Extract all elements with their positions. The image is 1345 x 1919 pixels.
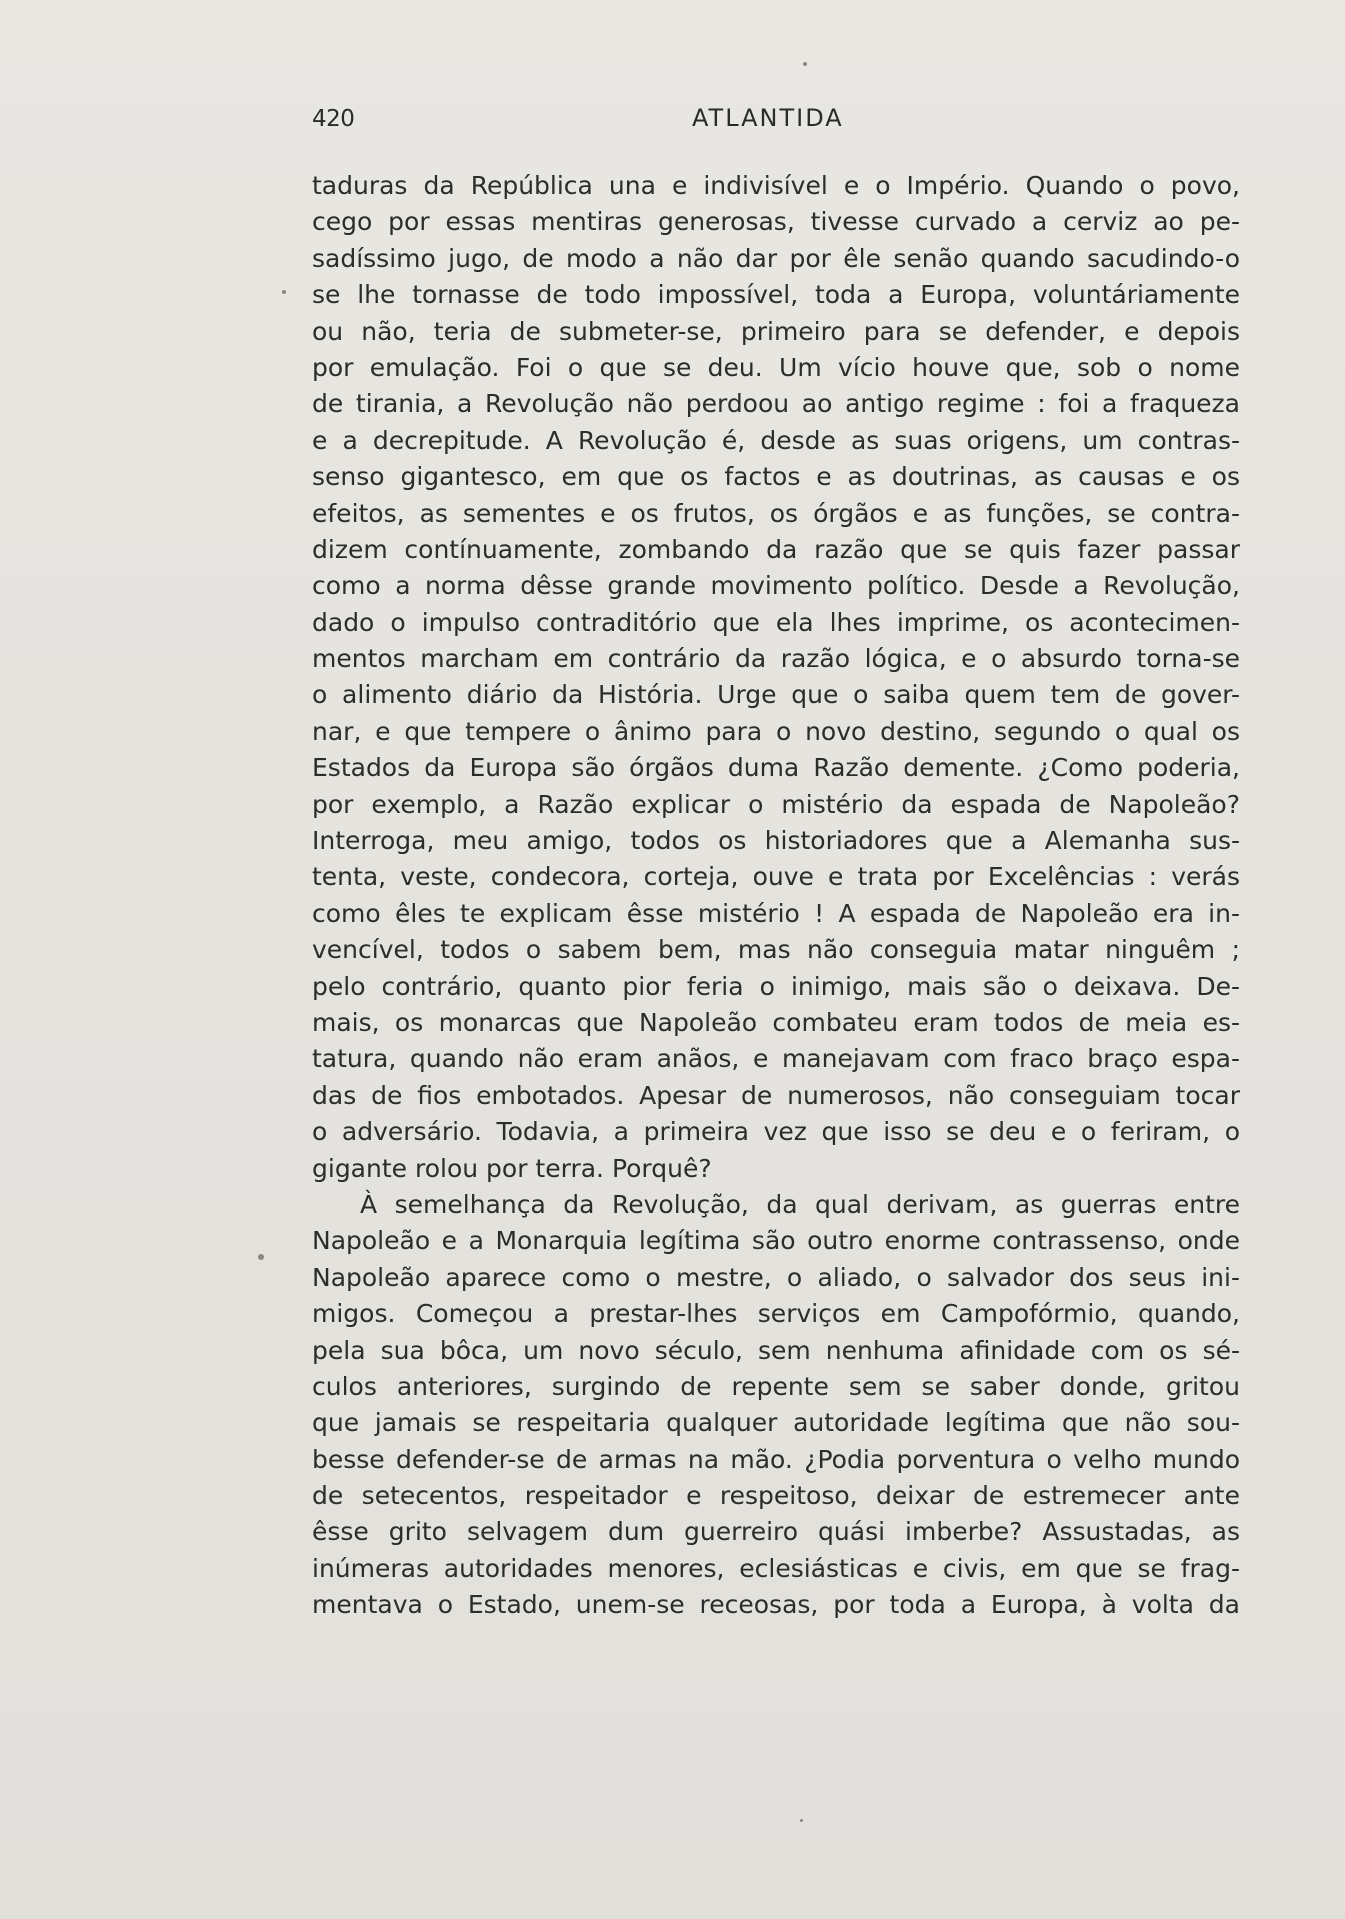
- text-line: pelo contrário, quanto pior feria o inimigo, mais são o deixava. De-: [312, 971, 1240, 1001]
- text-line: tatura, quando não eram anãos, e manejavam com fraco braço espa-: [312, 1044, 1240, 1074]
- text-line: como êles te explicam êsse mistério ! A espada de Napoleão era in-: [312, 898, 1240, 928]
- text-line: À semelhança da Revolução, da qual derivam, as guerras entre: [360, 1189, 1240, 1219]
- text-line: como a norma dêsse grande movimento político. Desde a Revolução,: [312, 571, 1240, 601]
- text-line: mais, os monarcas que Napoleão combateu eram todos de meia es-: [312, 1007, 1240, 1037]
- running-head: [312, 100, 1242, 140]
- text-line: pela sua bôca, um novo século, sem nenhuma afinidade com os sé-: [312, 1335, 1240, 1365]
- text-line: Napoleão aparece como o mestre, o aliado, o salvador dos seus ini-: [312, 1262, 1240, 1292]
- paper-speck: [800, 1819, 803, 1822]
- paper-speck: [803, 62, 807, 66]
- text-line: Interroga, meu amigo, todos os historiadores que a Alemanha sus-: [312, 826, 1240, 856]
- text-line: êsse grito selvagem dum guerreiro quási imberbe? Assustadas, as: [312, 1517, 1240, 1547]
- text-line: o alimento diário da História. Urge que o saiba quem tem de gover-: [312, 680, 1240, 710]
- text-line: por emulação. Foi o que se deu. Um vício houve que, sob o nome: [312, 352, 1240, 382]
- text-line: migos. Começou a prestar-lhes serviços em Campofórmio, quando,: [312, 1299, 1240, 1329]
- text-line: de setecentos, respeitador e respeitoso, deixar de estremecer ante: [312, 1481, 1240, 1511]
- text-line: o adversário. Todavia, a primeira vez que isso se deu e o feriram, o: [312, 1117, 1240, 1147]
- page-number: 420: [312, 106, 355, 132]
- text-line: das de fios embotados. Apesar de numerosos, não conseguiam tocar: [312, 1080, 1240, 1110]
- paper-speck: [282, 290, 286, 294]
- text-line: taduras da República una e indivisível e o Império. Quando o povo,: [312, 171, 1240, 200]
- text-line: se lhe tornasse de todo impossível, toda a Europa, voluntáriamente: [312, 280, 1240, 310]
- text-line: e a decrepitude. A Revolução é, desde as suas origens, um contras-: [312, 425, 1240, 455]
- running-title: ATLANTIDA: [692, 104, 844, 132]
- text-line: sadíssimo jugo, de modo a não dar por êle senão quando sacudindo-o: [312, 243, 1240, 273]
- text-line: por exemplo, a Razão explicar o mistério da espada de Napoleão?: [312, 789, 1240, 819]
- text-line: ou não, teria de submeter-se, primeiro para se defender, e depois: [312, 316, 1240, 346]
- text-line: mentava o Estado, unem-se receosas, por toda a Europa, à volta da: [312, 1590, 1240, 1620]
- text-line: vencível, todos o sabem bem, mas não conseguia matar ninguêm ;: [312, 935, 1240, 965]
- paper-speck: [258, 1254, 264, 1260]
- text-line: de tirania, a Revolução não perdoou ao antigo regime : foi a fraqueza: [312, 389, 1240, 419]
- text-line: tenta, veste, condecora, corteja, ouve e trata por Excelências : verás: [312, 862, 1240, 892]
- text-line: gigante rolou por terra. Porquê?: [312, 1153, 712, 1183]
- text-line: senso gigantesco, em que os factos e as doutrinas, as causas e os: [312, 462, 1240, 492]
- text-line: cego por essas mentiras generosas, tivesse curvado a cerviz ao pe-: [312, 207, 1240, 237]
- text-line: mentos marcham em contrário da razão lógica, e o absurdo torna-se: [312, 644, 1240, 674]
- text-line: besse defender-se de armas na mão. ¿Podia porventura o velho mundo: [312, 1444, 1240, 1474]
- text-line: nar, e que tempere o ânimo para o novo destino, segundo o qual os: [312, 716, 1240, 746]
- text-line: Napoleão e a Monarquia legítima são outro enorme contrassenso, onde: [312, 1226, 1240, 1256]
- body-text: [312, 168, 1240, 1624]
- text-line: dado o impulso contraditório que ela lhes imprime, os acontecimen-: [312, 607, 1240, 637]
- text-line: inúmeras autoridades menores, eclesiásticas e civis, em que se frag-: [312, 1553, 1240, 1583]
- text-line: culos anteriores, surgindo de repente sem se saber donde, gritou: [312, 1371, 1240, 1401]
- text-line: Estados da Europa são órgãos duma Razão demente. ¿Como poderia,: [312, 753, 1240, 783]
- text-line: efeitos, as sementes e os frutos, os órgãos e as funções, se contra-: [312, 498, 1240, 528]
- text-line: dizem contínuamente, zombando da razão que se quis fazer passar: [312, 534, 1240, 564]
- text-line: que jamais se respeitaria qualquer autoridade legítima que não sou-: [312, 1408, 1240, 1438]
